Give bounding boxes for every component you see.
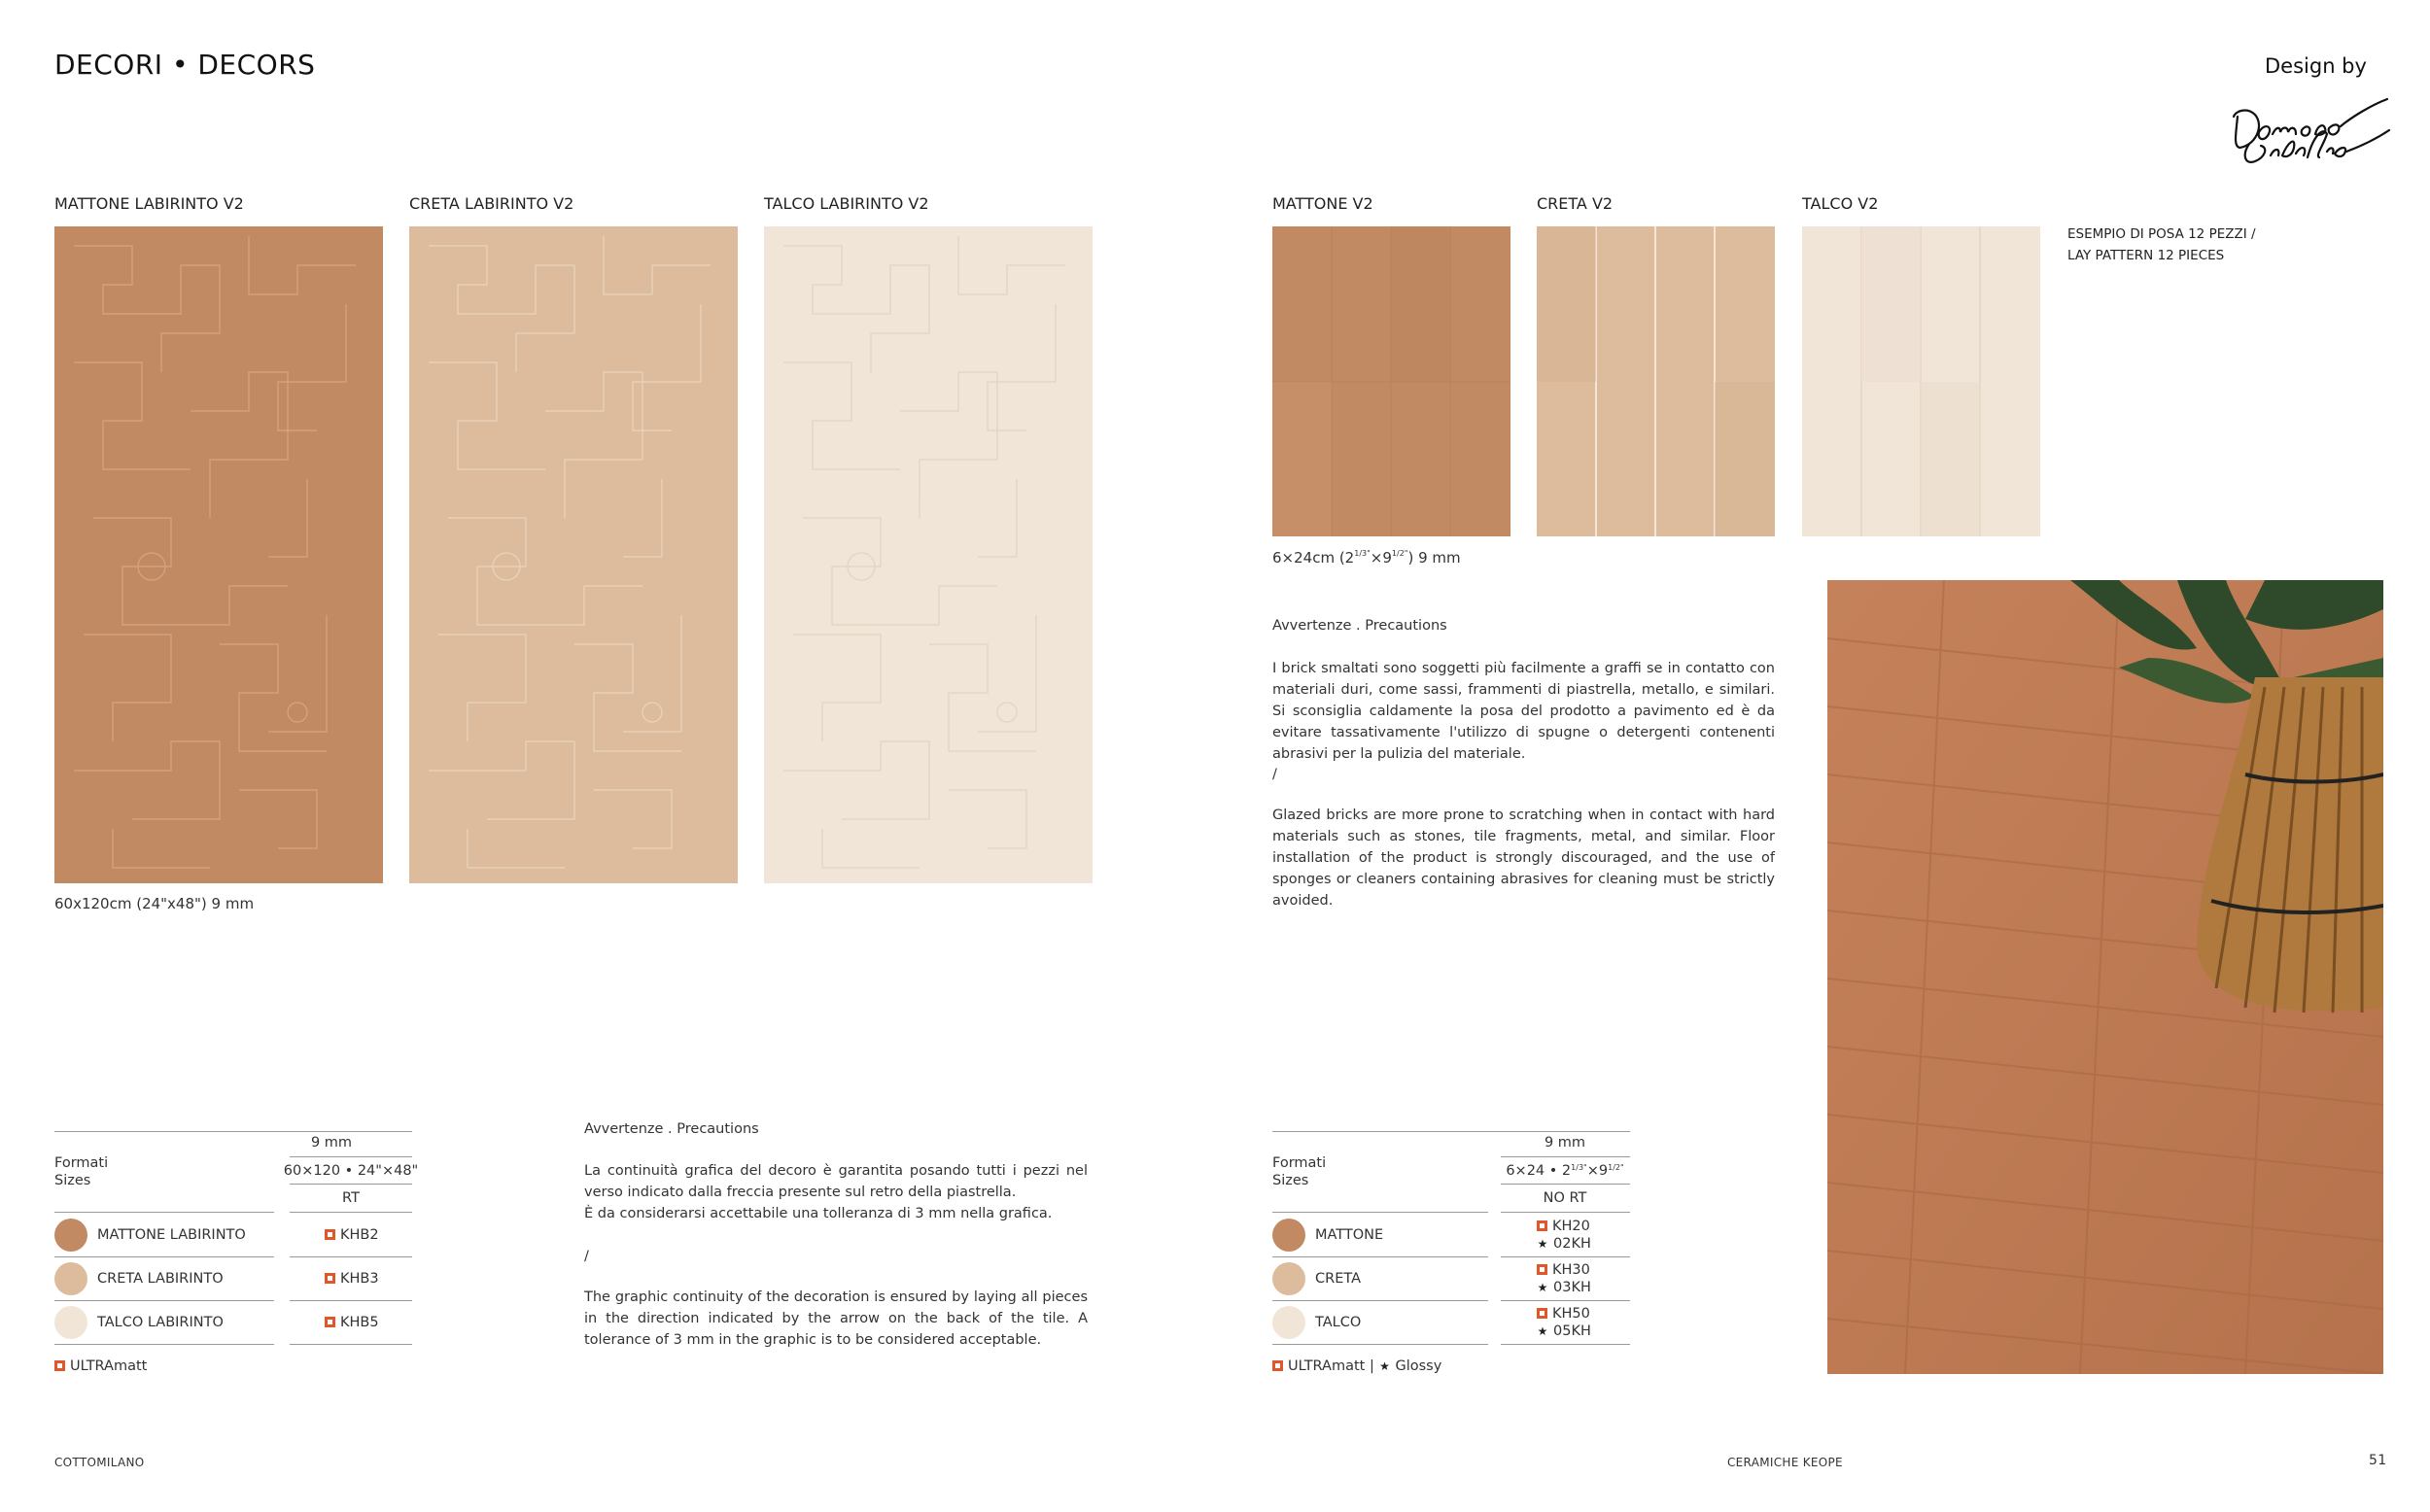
ultramatt-icon <box>325 1273 335 1284</box>
star-icon: ★ <box>1379 1359 1390 1373</box>
row-code-mattone-labirinto: KHB2 <box>325 1227 379 1243</box>
swatch-talco-labirinto <box>54 1306 87 1339</box>
bricks-precautions-en: Glazed bricks are more prone to scratching when in contact with hard materials such as stones, tile fragments, metal, and similar. Floor installation of the product is strongly discouraged, and the use of sponges or cleaners containing abrasives for cleaning must be strictly avoided. <box>1272 808 1775 909</box>
bricks-precautions-heading: Avvertenze . Precautions <box>1272 618 1447 634</box>
installation-photo <box>1827 580 2383 1374</box>
swatch-creta <box>1272 1262 1305 1295</box>
brick-formati-label: Formati Sizes <box>1272 1155 1327 1188</box>
tile-label-creta-labirinto: CRETA LABIRINTO V2 <box>409 194 574 213</box>
swatch-talco <box>1272 1306 1305 1339</box>
page-number: 51 <box>2369 1453 2387 1468</box>
star-icon: ★ <box>1537 1237 1548 1251</box>
design-by-label: Design by <box>2265 54 2367 78</box>
row-name-mattone: MATTONE <box>1315 1227 1384 1243</box>
bricks-precautions-separator: / <box>1272 767 1277 782</box>
row-name-talco: TALCO <box>1315 1315 1362 1330</box>
decors-precautions-separator: / <box>584 1249 589 1264</box>
swatch-mattone-labirinto <box>54 1219 87 1252</box>
bricks-precautions-it: I brick smaltati sono soggetti più facilmente a graffi se in contatto con materiali duri, come sassi, frammenti di piastrella, metallo, e similari. Si sconsiglia caldamente la posa del prodotto a pavimento ed è da evitare tassativamente l'utilizzo di spugne o detergenti contenenti abrasivi per la pulizia del materiale. <box>1272 661 1775 762</box>
row-code-talco-labirinto: KHB5 <box>325 1315 379 1330</box>
star-icon: ★ <box>1537 1281 1548 1294</box>
tile-label-creta: CRETA V2 <box>1537 194 1614 213</box>
swatch-mattone <box>1272 1219 1305 1252</box>
footer-brand: CERAMICHE KEOPE <box>1727 1456 1843 1469</box>
designer-signature <box>2226 87 2391 167</box>
decor-sizes-table <box>54 1131 419 1384</box>
row-name-talco-labirinto: TALCO LABIRINTO <box>97 1315 224 1330</box>
brick-format: 6×24 • $2^{1/3"}\times 9^{1/2"}$ <box>1506 1163 1624 1179</box>
tile-label-talco: TALCO V2 <box>1802 194 1879 213</box>
footer-collection: COTTOMILANO <box>54 1456 145 1469</box>
row-codes-creta: KH30 ★ 03KH <box>1537 1262 1591 1295</box>
row-name-creta: CRETA <box>1315 1271 1362 1287</box>
ultramatt-icon <box>1537 1220 1547 1231</box>
decor-thickness: 9 mm <box>310 1135 353 1151</box>
decors-precautions-heading: Avvertenze . Precautions <box>584 1121 759 1137</box>
ultramatt-icon <box>325 1317 335 1327</box>
brick-edge: NO RT <box>1543 1190 1587 1206</box>
ultramatt-icon <box>1537 1264 1547 1275</box>
row-code-creta-labirinto: KHB3 <box>325 1271 379 1287</box>
decor-formati-label: Formati Sizes <box>54 1155 109 1188</box>
tile-creta-brick-pattern <box>1537 226 1775 536</box>
page-title: DECORI • DECORS <box>54 49 316 81</box>
swatch-creta-labirinto <box>54 1262 87 1295</box>
decor-edge: RT <box>342 1190 360 1206</box>
ultramatt-icon <box>1272 1360 1283 1371</box>
tile-label-mattone-labirinto: MATTONE LABIRINTO V2 <box>54 194 244 213</box>
row-name-creta-labirinto: CRETA LABIRINTO <box>97 1271 224 1287</box>
brick-thickness: 9 mm <box>1544 1135 1586 1151</box>
row-codes-mattone: KH20 ★ 02KH <box>1537 1219 1591 1252</box>
tile-talco-brick-pattern <box>1802 226 2040 536</box>
ultramatt-icon <box>54 1360 65 1371</box>
tile-label-talco-labirinto: TALCO LABIRINTO V2 <box>764 194 929 213</box>
tile-label-mattone: MATTONE V2 <box>1272 194 1373 213</box>
lay-pattern-caption: ESEMPIO DI POSA 12 PEZZI / LAY PATTERN 12 PIECES <box>2067 226 2256 263</box>
decors-precautions-en: The graphic continuity of the decoration is ensured by laying all pieces in the direction indicated by the arrow on the back of the tile. A tolerance of 3 mm in the graphic is to be considered acceptable. <box>584 1289 1088 1348</box>
star-icon: ★ <box>1537 1324 1548 1338</box>
brick-legend: ULTRAmatt | ★ Glossy <box>1272 1358 1441 1374</box>
decor-size-caption: 60x120cm (24"x48") 9 mm <box>54 895 255 912</box>
ultramatt-icon <box>1537 1308 1547 1319</box>
tile-creta-labirinto <box>409 226 738 883</box>
brick-size-caption: 6×24cm $(2^{1/3"}\times 9^{1/2"})$ 9 mm <box>1272 549 1461 567</box>
decor-format: 60×120 • 24"×48" <box>283 1163 419 1179</box>
row-name-mattone-labirinto: MATTONE LABIRINTO <box>97 1227 246 1243</box>
tile-talco-labirinto <box>764 226 1093 883</box>
ultramatt-icon <box>325 1229 335 1240</box>
tile-mattone-brick-pattern <box>1272 226 1510 536</box>
tile-mattone-labirinto <box>54 226 383 883</box>
decor-legend: ULTRAmatt <box>54 1358 147 1374</box>
decors-precautions-it: La continuità grafica del decoro è garantita posando tutti i pezzi nel verso indicato dalla freccia presente sul retro della piastrella. È da considerarsi accettabile una tolleranza di 3 mm nella grafica. <box>584 1163 1088 1221</box>
row-codes-talco: KH50 ★ 05KH <box>1537 1306 1591 1339</box>
brick-sizes-table <box>1272 1131 1630 1384</box>
